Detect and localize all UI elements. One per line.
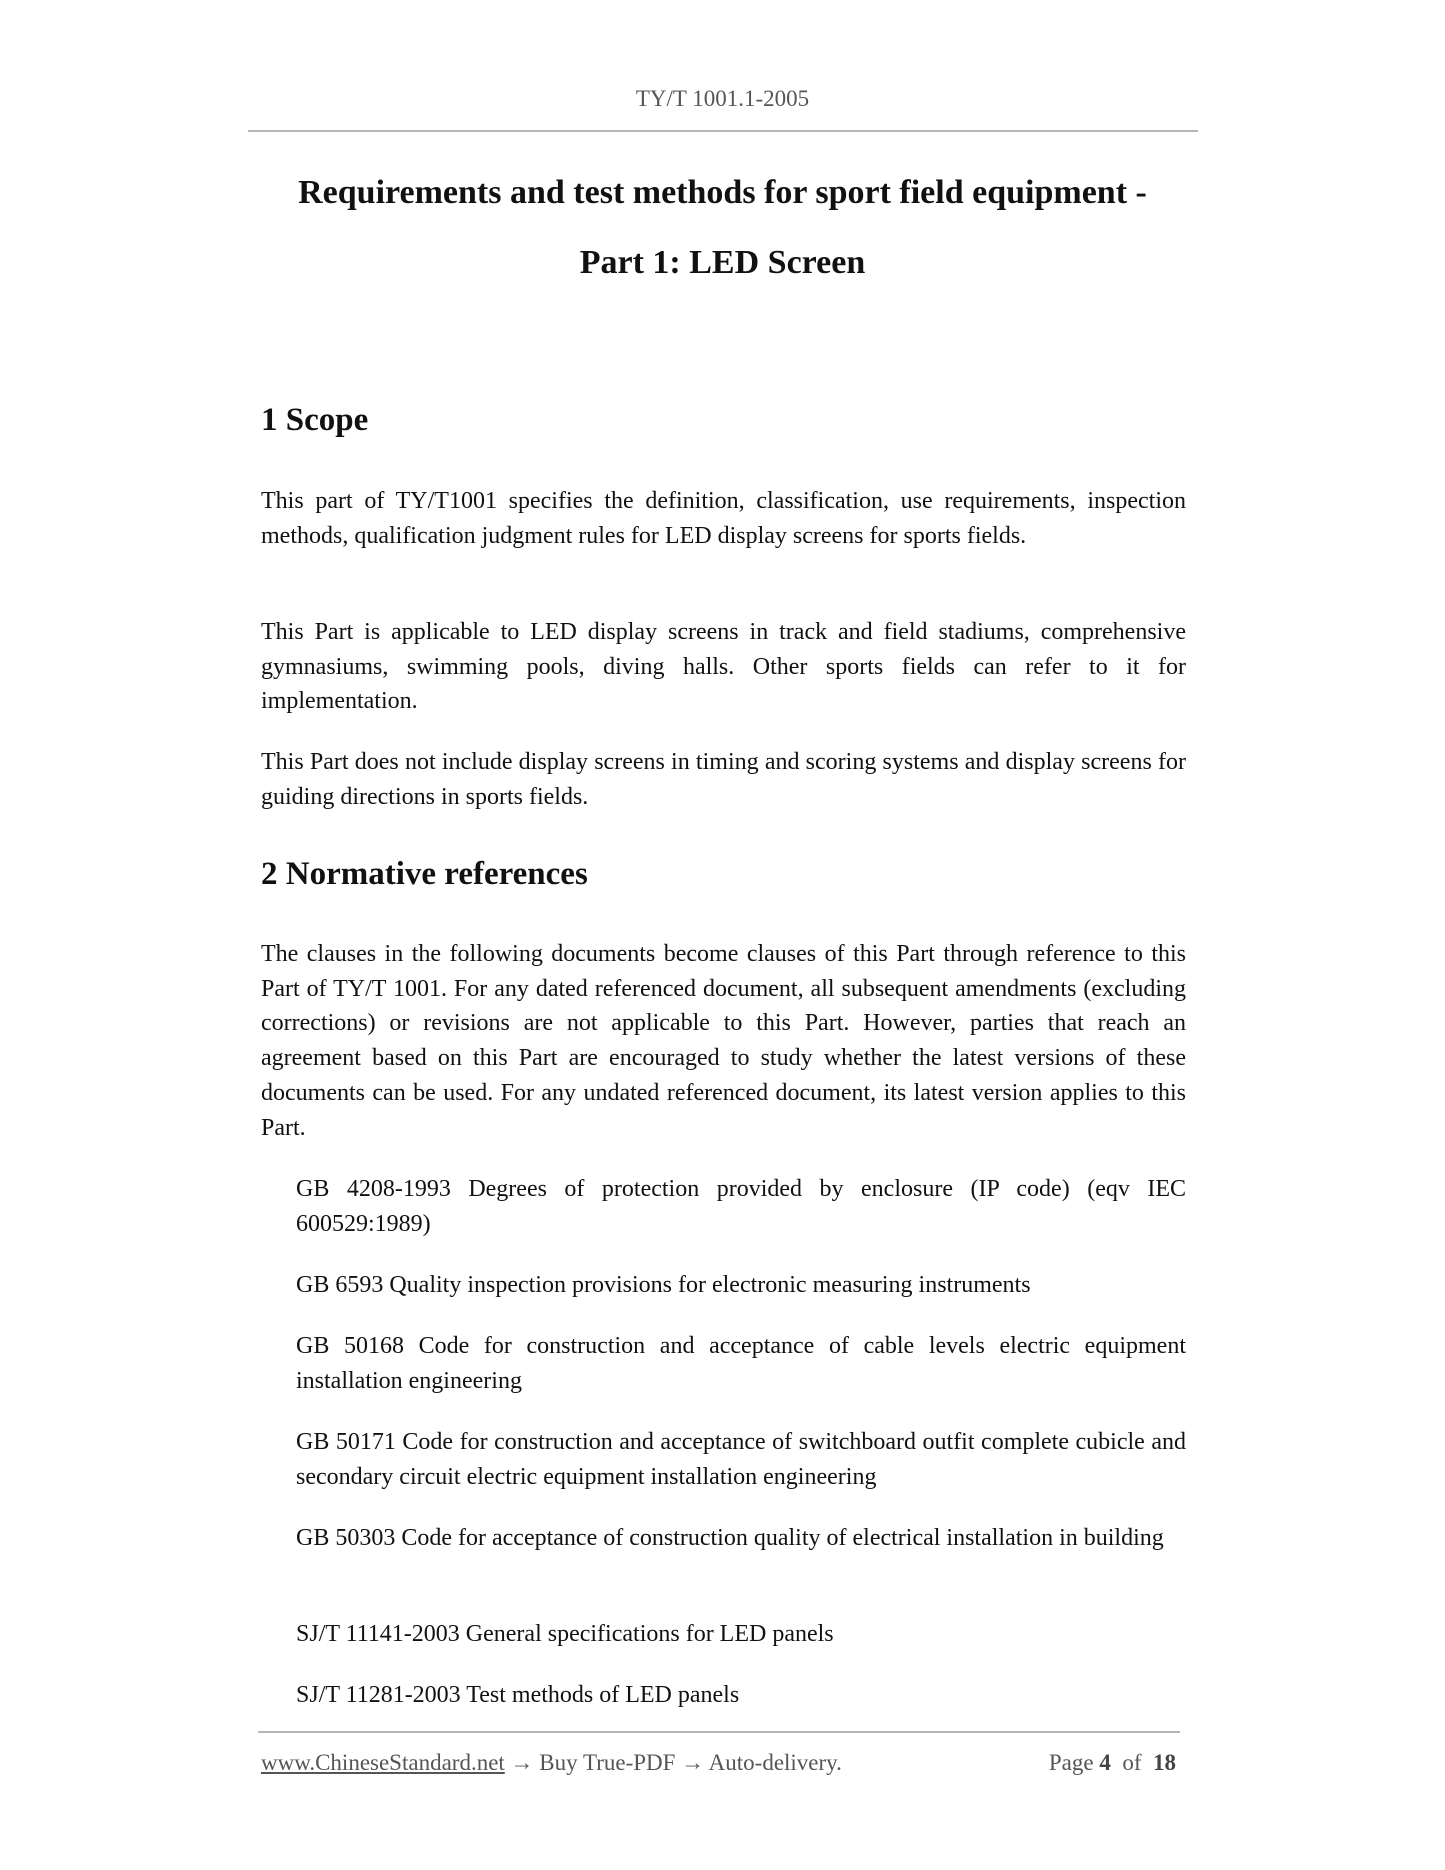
running-header: TY/T 1001.1-2005: [635, 86, 810, 111]
of-label: of: [1122, 1750, 1142, 1775]
reference-item: GB 50303 Code for acceptance of construction quality of electrical installation in building: [296, 1525, 1164, 1551]
reference-item: GB 4208-1993 Degrees of protection provided by enclosure (IP code) (eqv IEC 600529:1989): [296, 1176, 1186, 1237]
section-heading-normative-references: 2 Normative references: [261, 856, 588, 892]
scope-paragraph: This Part does not include display screens in timing and scoring systems and display screens for guiding directions in sports fields.: [261, 749, 1186, 810]
reference-item: SJ/T 11141-2003 General specifications for LED panels: [296, 1621, 834, 1647]
document-title-line1: Requirements and test methods for sport field equipment -: [298, 174, 1147, 211]
reference-item: GB 50171 Code for construction and acceptance of switchboard outfit complete cubicle and secondary circuit electric equipment installation engineering: [296, 1429, 1186, 1490]
reference-item: GB 6593 Quality inspection provisions for electronic measuring instruments: [296, 1272, 1031, 1298]
scope-paragraph: This Part is applicable to LED display screens in track and field stadiums, comprehensive gymnasiums, swimming pools, diving halls. Other sports fields can refer to it for implementation.: [261, 619, 1186, 715]
footer-divider: [258, 1731, 1180, 1733]
header-divider: [248, 130, 1198, 132]
document-title-line2: Part 1: LED Screen: [579, 244, 866, 281]
references-intro-paragraph: The clauses in the following documents become clauses of this Part through reference to this Part of TY/T 1001. For any dated referenced document, all subsequent amendments (excluding corrections) or revisions are not applicable to this Part. However, parties that reach an agreement based on this Part are encouraged to study whether the latest versions of these documents can be used. For any undated referenced document, its latest version applies to this Part.: [261, 941, 1186, 1141]
reference-item: SJ/T 11281-2003 Test methods of LED panels: [296, 1682, 740, 1708]
reference-item: GB 50168 Code for construction and acceptance of cable levels electric equipment installation engineering: [296, 1333, 1186, 1394]
footer-promo: [261, 1750, 842, 1776]
section-heading-scope: 1 Scope: [261, 402, 369, 438]
page-label: Page: [1048, 1750, 1094, 1775]
total-pages: 18: [1153, 1750, 1176, 1775]
page-number: [1049, 1750, 1176, 1776]
current-page: 4: [1099, 1750, 1111, 1775]
footer-promo-text: → Buy True-PDF → Auto-delivery.: [504, 1750, 842, 1775]
website-link[interactable]: www.ChineseStandard.net: [261, 1750, 505, 1775]
scope-paragraph: This part of TY/T1001 specifies the definition, classification, use requirements, inspection methods, qualification judgment rules for LED display screens for sports fields.: [261, 488, 1186, 549]
page-footer: [261, 1750, 1176, 1776]
